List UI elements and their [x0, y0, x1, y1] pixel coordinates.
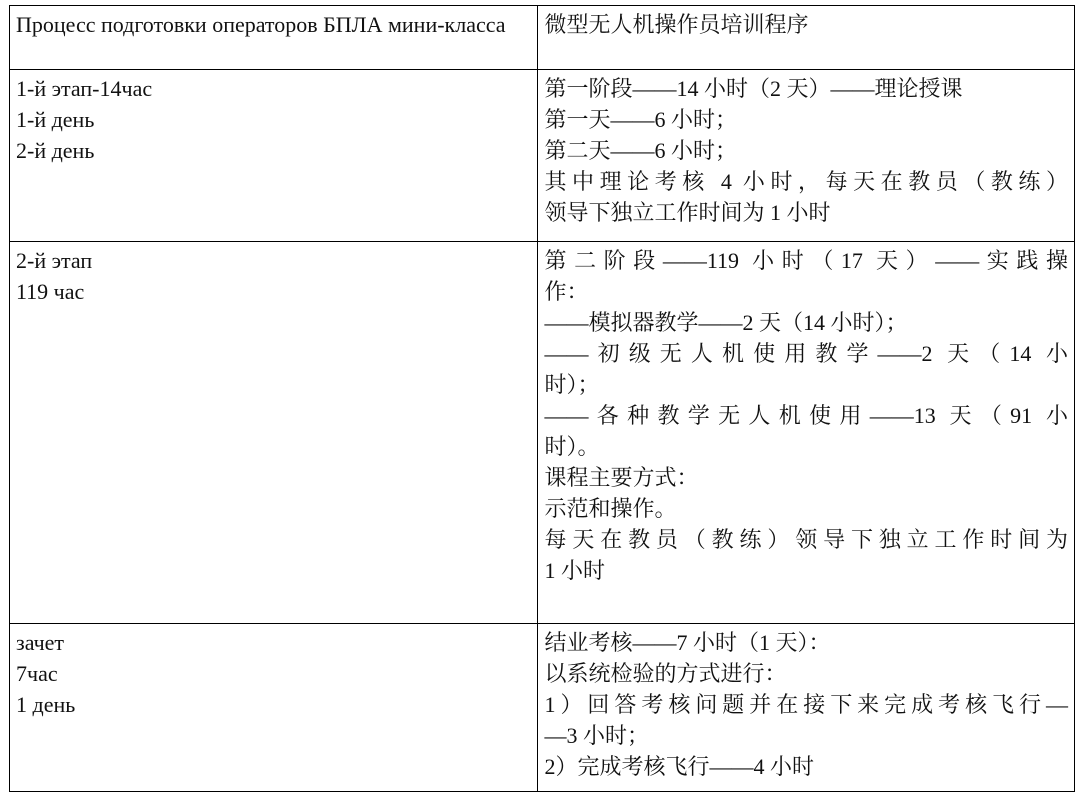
stage-2-cn-line: 示范和操作。 — [544, 496, 677, 521]
stage-1-chinese-cell — [538, 70, 1075, 242]
header-cell-chinese — [538, 6, 1075, 70]
stage-2-cn-line: 第二阶段——119 小时（17 天）——实践操 — [544, 248, 1068, 273]
stage-1-russian-cell — [10, 70, 538, 242]
exam-chinese-cell — [538, 624, 1075, 792]
stage-2-cn-line: 每天在教员（教练）领导下独立工作时间为 — [544, 527, 1068, 552]
stage-1-cn-line: 领导下独立工作时间为 1 小时 — [544, 200, 831, 225]
exam-russian-cell — [10, 624, 538, 792]
stage-1-title: 1-й этап-14час — [16, 76, 153, 101]
stage-2-cn-line: 课程主要方式： — [544, 465, 699, 490]
stage-1-cn-line: 第一天——6 小时； — [544, 107, 737, 132]
header-chinese-text: 微型无人机操作员培训程序 — [544, 12, 809, 37]
stage-2-cn-line: 时）； — [544, 372, 600, 397]
stage-1-day-1: 1-й день — [16, 107, 95, 132]
table-row-stage-2 — [10, 242, 1075, 624]
exam-days: 1 день — [16, 692, 76, 717]
header-cell-russian: Процесс подготовки операторов БПЛА мини-класса — [10, 6, 538, 70]
stage-1-day-2: 2-й день — [16, 138, 95, 163]
exam-cn-line: —3 小时； — [544, 723, 649, 748]
stage-2-hours: 119 час — [16, 279, 85, 304]
stage-2-chinese-cell — [538, 242, 1075, 624]
stage-2-cn-line: 1 小时 — [544, 558, 605, 583]
exam-title: зачет — [16, 630, 65, 655]
exam-cn-line: 以系统检验的方式进行： — [544, 661, 787, 686]
stage-2-cn-line: ——各种教学无人机使用——13 天（91 小 — [544, 403, 1068, 428]
table-header-row — [10, 6, 1075, 70]
stage-2-russian-cell — [10, 242, 538, 624]
exam-cn-line: 结业考核——7 小时（1 天）： — [544, 630, 831, 655]
stage-2-cn-line: ——初级无人机使用教学——2 天（14 小 — [544, 341, 1068, 366]
stage-2-cn-line: ——模拟器教学——2 天（14 小时）； — [544, 310, 908, 335]
stage-2-title: 2-й этап — [16, 248, 93, 273]
stage-1-cn-line: 第二天——6 小时； — [544, 138, 737, 163]
exam-cn-line: 1）回答考核问题并在接下来完成考核飞行— — [544, 692, 1068, 717]
stage-1-cn-line: 其中理论考核 4 小时，每天在教员（教练） — [544, 169, 1068, 194]
stage-1-cn-line: 第一阶段——14 小时（2 天）——理论授课 — [544, 76, 963, 101]
table-row-final-exam — [10, 624, 1075, 792]
stage-2-cn-line: 时）。 — [544, 434, 600, 459]
training-program-table — [9, 5, 1075, 792]
stage-2-cn-line: 作： — [544, 279, 589, 304]
exam-cn-line: 2）完成考核飞行——4 小时 — [544, 754, 814, 779]
table-row-stage-1 — [10, 70, 1075, 242]
exam-hours: 7час — [16, 661, 58, 686]
